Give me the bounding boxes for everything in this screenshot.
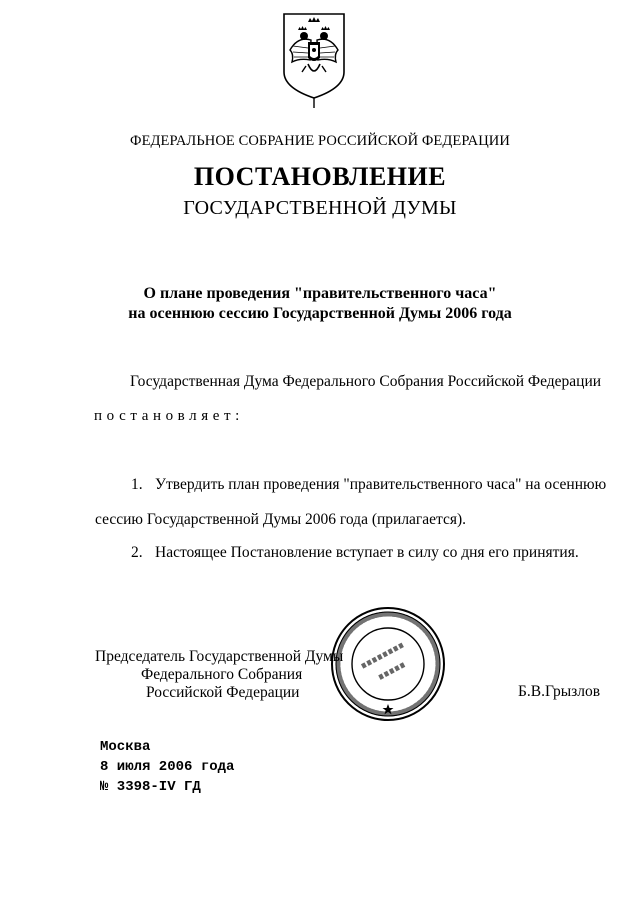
issue-place: Москва [100,739,151,755]
parliament-name: ФЕДЕРАЛЬНОЕ СОБРАНИЕ РОССИЙСКОЙ ФЕДЕРАЦИИ [130,133,510,149]
signatory-name: Б.В.Грызлов [518,683,601,700]
preamble-text: Государственная Дума Федерального Собрания Российской Федерации [130,373,602,390]
item-text: Настоящее Постановление вступает в силу со дня его принятия. [155,544,579,561]
item-number: 2. [131,544,143,561]
signatory-title [95,648,345,702]
resolution-item-1 [131,476,606,494]
coat-of-arms-icon [278,10,350,110]
item-text: Утвердить план проведения "правительственного часа" на осеннюю [155,476,607,493]
document-type-title: ПОСТАНОВЛЕНИЕ [193,162,447,191]
resolution-item-1-continuation: сессию Государственной Думы 2006 года (прилагается). [95,511,467,528]
protocol-department-stamp [328,604,448,724]
resolution-item-2 [131,544,579,562]
signatory-title-line-1: Председатель Государственной Думы [95,648,344,665]
signatory-title-line-2: Федерального Собрания [141,666,303,683]
registration-number: № 3398-IV ГД [100,779,201,795]
item-number: 1. [131,476,143,493]
subject-line-2: на осеннюю сессию Государственной Думы 2006 года [128,305,512,322]
signatory-title-line-3: Российской Федерации [146,684,300,701]
issue-date: 8 июля 2006 года [100,759,235,775]
resolves-text: постановляет: [94,408,244,424]
subject-line-1: О плане проведения "правительственного часа" [143,285,497,302]
document-issuer: ГОСУДАРСТВЕННОЙ ДУМЫ [183,197,457,219]
